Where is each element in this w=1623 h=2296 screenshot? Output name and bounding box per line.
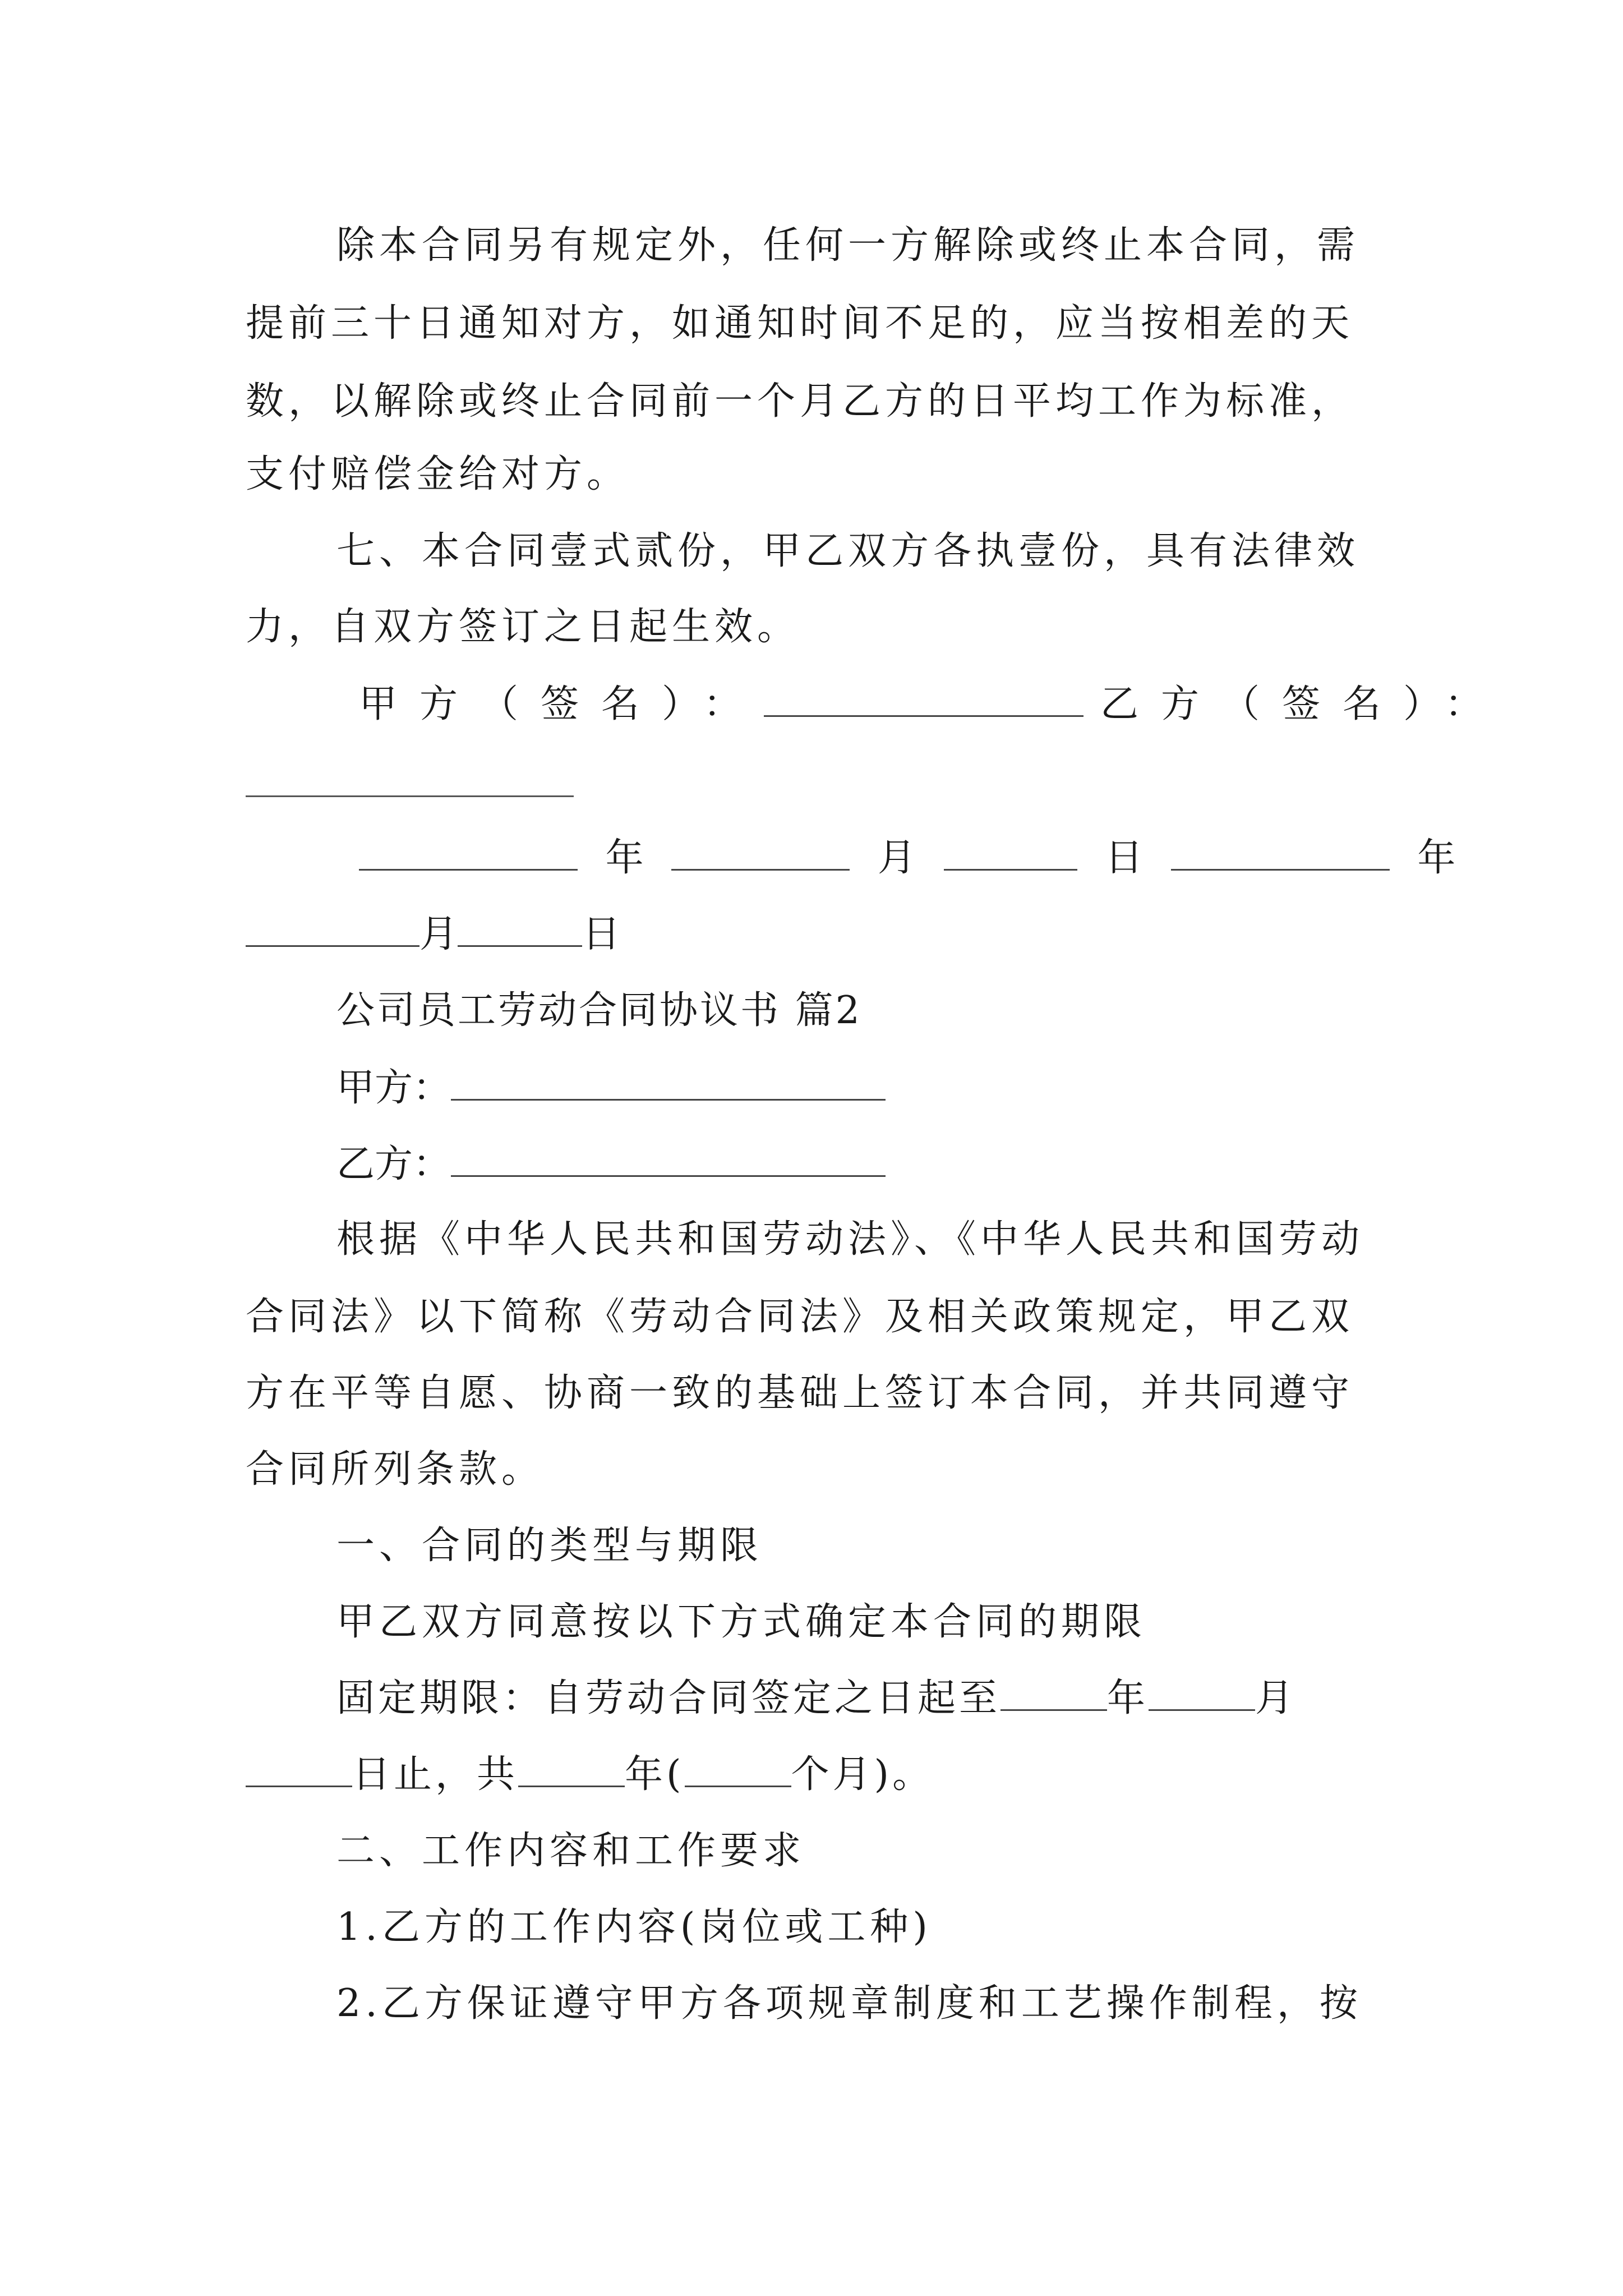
term-day-label: 日止，共 — [352, 1752, 519, 1797]
date-year-blank-b[interactable] — [1171, 836, 1390, 871]
party-b-line — [336, 1142, 886, 1187]
date-year-label-b: 年 — [1417, 836, 1456, 880]
party-b-label: 乙方： — [336, 1142, 451, 1186]
date-month-label: 月 — [877, 836, 916, 880]
party-a-blank[interactable] — [451, 1066, 886, 1101]
paragraph-line: 支付赔偿金给对方。 — [246, 452, 630, 496]
date-year-label: 年 — [605, 836, 644, 880]
paragraph-line: 合同法》以下简称《劳动合同法》及相关政策规定，甲乙双 — [246, 1295, 1354, 1339]
term-month-label: 月 — [1255, 1676, 1297, 1720]
party-a-label: 甲方： — [336, 1066, 451, 1110]
date-day-label: 日 — [1105, 836, 1144, 880]
term-months-label: 个月)。 — [791, 1752, 934, 1797]
term-end-day-blank[interactable] — [246, 1753, 352, 1787]
paragraph-line: 除本合同另有规定外，任何一方解除或终止本合同，需 — [336, 223, 1360, 268]
date-line-cont — [246, 912, 620, 957]
paragraph-line: 1.乙方的工作内容(岗位或工种) — [336, 1905, 932, 1949]
term-line-cont — [246, 1752, 934, 1797]
party-a-signature-blank[interactable] — [764, 683, 1083, 717]
term-line — [336, 1676, 1297, 1721]
term-months-blank[interactable] — [685, 1753, 791, 1787]
paragraph-line: 2.乙方保证遵守甲方各项规章制度和工艺操作制程，按 — [336, 1981, 1362, 2026]
section-title: 公司员工劳动合同协议书 篇2 — [336, 988, 862, 1033]
date-year-blank[interactable] — [359, 836, 578, 871]
paragraph-line: 提前三十日通知对方，如通知时间不足的，应当按相差的天 — [246, 301, 1354, 346]
signature-line — [359, 682, 1505, 727]
date-month-label-b: 月 — [419, 912, 458, 956]
party-b-signature-label: 乙方（签名）： — [1100, 682, 1506, 726]
party-b-blank[interactable] — [451, 1143, 886, 1177]
paragraph-line: 根据《中华人民共和国劳动法》、《中华人民共和国劳动 — [336, 1217, 1364, 1262]
date-day-blank-b[interactable] — [458, 913, 582, 947]
term-years-label: 年( — [625, 1752, 685, 1797]
party-a-line — [336, 1066, 886, 1111]
paragraph-line: 数，以解除或终止合同前一个月乙方的日平均工作为标准， — [246, 379, 1354, 424]
paragraph-line: 甲乙双方同意按以下方式确定本合同的期限 — [336, 1600, 1147, 1644]
date-line — [359, 836, 1455, 881]
term-end-month-blank[interactable] — [1149, 1677, 1255, 1711]
date-day-blank[interactable] — [944, 836, 1077, 871]
term-end-year-blank[interactable] — [1000, 1677, 1107, 1711]
section-heading: 二、工作内容和工作要求 — [336, 1829, 806, 1873]
paragraph-line: 方在平等自愿、协商一致的基础上签订本合同，并共同遵守 — [246, 1371, 1354, 1415]
section-heading: 一、合同的类型与期限 — [336, 1524, 763, 1568]
term-label: 固定期限：自劳动合同签定之日起至 — [336, 1676, 1001, 1720]
date-month-blank[interactable] — [671, 836, 850, 871]
paragraph-line: 力，自双方签订之日起生效。 — [246, 605, 800, 649]
term-years-blank[interactable] — [518, 1753, 625, 1787]
paragraph-line: 七、本合同壹式贰份，甲乙双方各执壹份，具有法律效 — [336, 529, 1360, 573]
party-b-signature-blank[interactable] — [246, 795, 574, 797]
party-a-signature-label: 甲方（签名）： — [359, 682, 764, 726]
date-day-label-b: 日 — [582, 912, 621, 956]
date-month-blank-b[interactable] — [246, 913, 419, 947]
paragraph-line: 合同所列条款。 — [246, 1447, 545, 1492]
term-year-label: 年 — [1107, 1676, 1149, 1720]
